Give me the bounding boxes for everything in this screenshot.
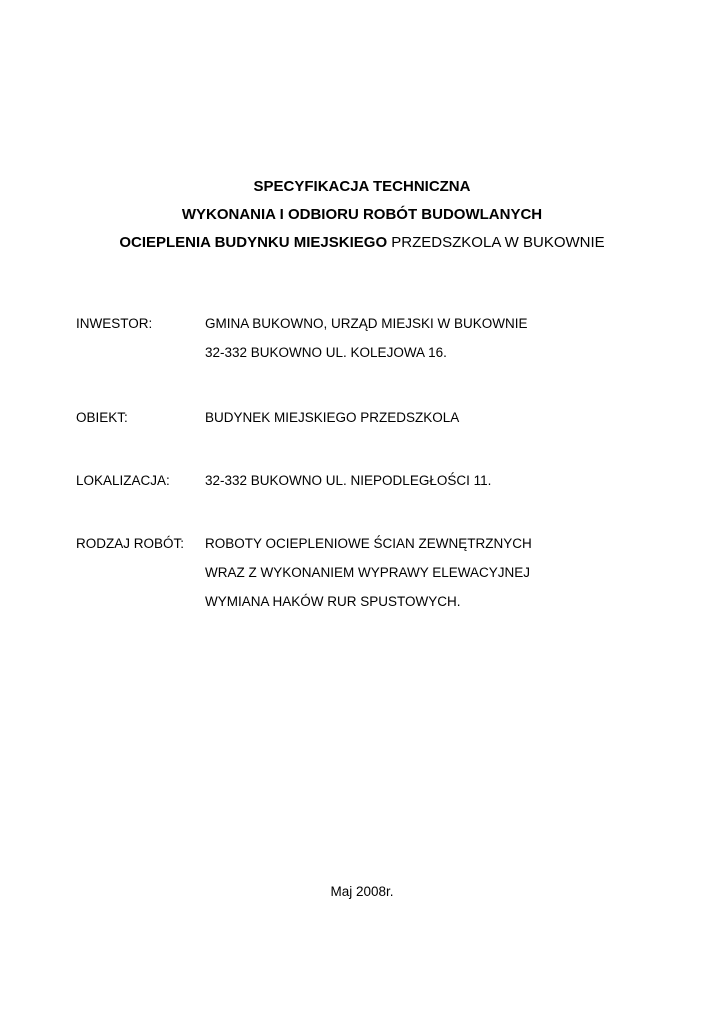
work-type-line: ROBOTY OCIEPLENIOWE ŚCIAN ZEWNĘTRZNYCH [205,536,532,551]
title-line-3 [0,232,724,260]
work-type-line: WYMIANA HAKÓW RUR SPUSTOWYCH. [205,594,461,609]
investor-label: INWESTOR: [76,316,153,331]
location-values [205,472,491,501]
work-type-line: WRAZ Z WYKONANIEM WYPRAWY ELEWACYJNEJ [205,565,531,580]
work-type-label: RODZAJ ROBÓT: [76,536,185,551]
object-label: OBIEKT: [76,410,128,425]
location-line: 32-332 BUKOWNO UL. NIEPODLEGŁOŚCI 11. [205,473,492,488]
title-line-1: SPECYFIKACJA TECHNICZNA [253,178,471,195]
object-values [205,409,459,438]
title-line-3-bold: OCIEPLENIA BUDYNKU MIEJSKIEGO [119,234,388,251]
document-title [0,176,724,260]
object-line: BUDYNEK MIEJSKIEGO PRZEDSZKOLA [205,410,460,425]
work-type-values [205,535,532,622]
investor-line: 32-332 BUKOWNO UL. KOLEJOWA 16. [205,345,447,360]
document-date: Maj 2008r. [330,884,394,899]
title-line-3-normal: PRZEDSZKOLA W BUKOWNIE [391,234,605,251]
title-line-2: WYKONANIA I ODBIORU ROBÓT BUDOWLANYCH [181,206,543,223]
investor-line: GMINA BUKOWNO, URZĄD MIEJSKI W BUKOWNIE [205,316,528,331]
location-label: LOKALIZACJA: [76,473,170,488]
investor-values [205,315,528,373]
